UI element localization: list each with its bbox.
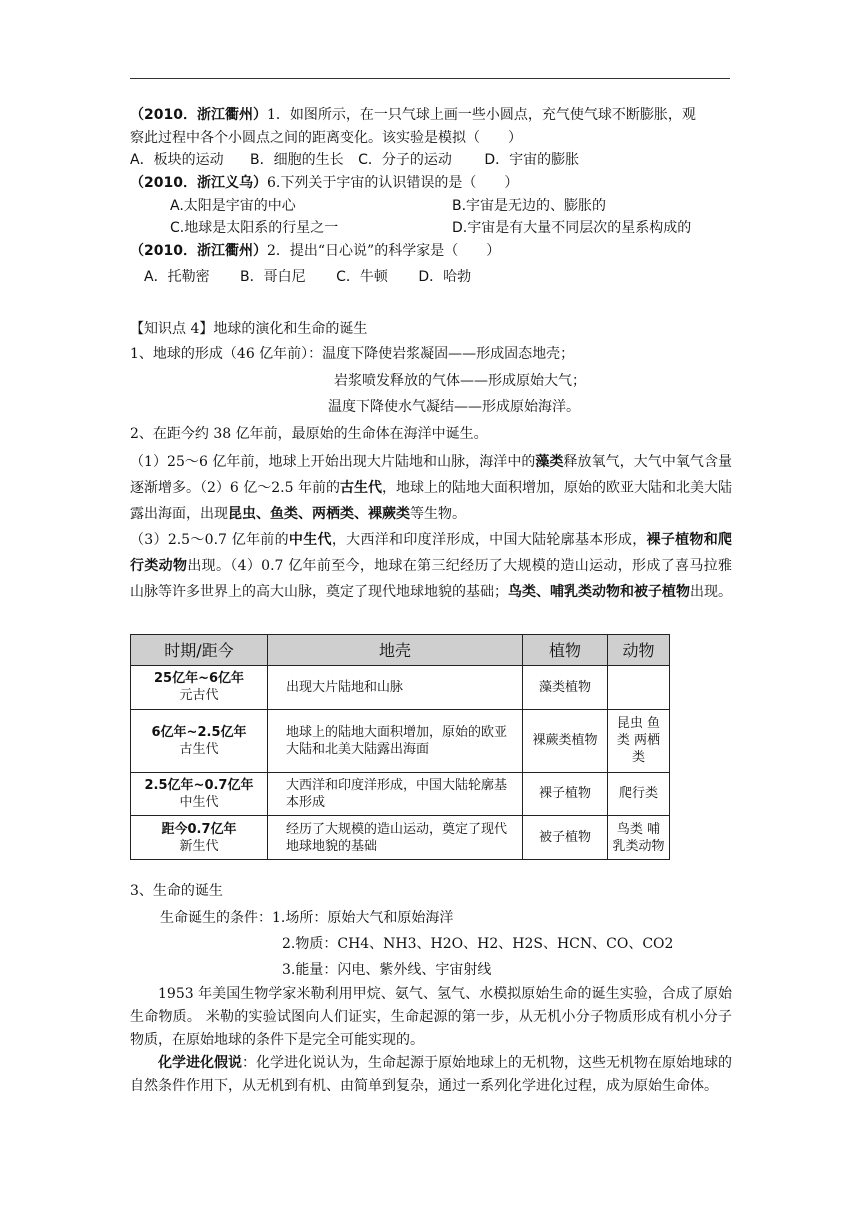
question-1-options <box>130 149 579 171</box>
life-condition-1: 生命诞生的条件：1.场所：原始大气和原始海洋 <box>160 910 454 926</box>
bold-term: 中生代 <box>288 532 332 548</box>
bold-term: 裸子植物和爬行类动物 <box>130 532 733 574</box>
plants-cell: 裸子植物 <box>523 772 608 816</box>
question-2 <box>130 240 500 262</box>
hypothesis-text: ：化学进化说认为，生命起源于原始地球上的无机物，这些无机物在原始地球的自然条件作用下，从无机到有机、由简单到复杂，通过一系列化学进化过程，成为原始生命体。 <box>130 1055 732 1094</box>
bold-term: 昆虫、鱼类、两栖类、裸蕨类 <box>228 506 410 522</box>
table-row <box>131 666 670 710</box>
question-source: （2010．浙江衢州） <box>130 107 267 123</box>
period-cell <box>131 816 268 860</box>
life-condition-2: 2.物质：CH4、NH3、H2O、H2、H2S、HCN、CO、CO2 <box>282 936 674 952</box>
era-name: 新生代 <box>179 838 219 854</box>
crust-cell: 大西洋和印度洋形成，中国大陆轮廓基本形成 <box>268 772 523 816</box>
plants-cell: 被子植物 <box>523 816 608 860</box>
text-run: 等生物。 <box>410 506 466 522</box>
header-animals: 动物 <box>608 635 670 666</box>
question-source: （2010．浙江衢州） <box>130 243 267 259</box>
period-range: 2.5亿年~0.7亿年 <box>144 777 254 793</box>
header-plants: 植物 <box>523 635 608 666</box>
plants-cell: 裸蕨类植物 <box>523 709 608 772</box>
option-a: A．托勒密 <box>144 269 210 285</box>
bold-term: 鸟类、哺乳类动物和被子植物 <box>508 584 690 600</box>
earth-formation-line3: 温度下降使水气凝结——形成原始海洋。 <box>328 399 580 415</box>
option-a: A.太阳是宇宙的中心 <box>170 198 296 214</box>
hypothesis-label: 化学进化假说 <box>158 1055 242 1071</box>
animals-cell: 鸟类 哺乳类动物 <box>608 816 670 860</box>
animals-cell <box>608 666 670 710</box>
life-heading: 3、生命的诞生 <box>130 883 223 899</box>
animals-cell: 爬行类 <box>608 772 670 816</box>
crust-cell: 出现大片陆地和山脉 <box>268 666 523 710</box>
question-1 <box>130 104 732 126</box>
period-range: 6亿年~2.5亿年 <box>151 724 247 740</box>
question-stem: 2．提出“日心说”的科学家是（ ） <box>266 243 501 259</box>
question-source: （2010．浙江义乌） <box>130 175 267 191</box>
text-run: 出现。（4）0.7 亿年前至今，地球在第三纪经历了大规模的造山运动，形成了喜马拉雅山脉等许多世界上的高大山脉，奠定了现代地球地貌的基础； <box>130 558 733 600</box>
period-range: 距今0.7亿年 <box>161 821 237 837</box>
option-b: B.宇宙是无边的、膨胀的 <box>452 198 607 214</box>
earth-evolution-table <box>130 634 670 860</box>
period-cell <box>131 772 268 816</box>
era-name: 元古代 <box>179 688 219 704</box>
header-crust: 地壳 <box>268 635 523 666</box>
question-stem-line2: 察此过程中各个小圆点之间的距离变化。该实验是模拟（ ） <box>130 130 522 146</box>
question-stem: 6.下列关于宇宙的认识错误的是（ ） <box>266 175 519 191</box>
evolution-paragraph-1 <box>130 449 732 527</box>
text-run: ，大西洋和印度洋形成，中国大陆轮廓基本形成， <box>331 532 647 548</box>
option-c: C.地球是太阳系的行星之一 <box>170 220 339 236</box>
section-heading: 【知识点 4】地球的演化和生命的诞生 <box>130 321 368 337</box>
text-run: （3）2.5～0.7 亿年前的 <box>130 532 289 548</box>
option-d: D．宇宙的膨胀 <box>484 152 580 168</box>
evolution-paragraph-2 <box>130 527 732 605</box>
header-period: 时期/距今 <box>131 635 268 666</box>
option-c: C．分子的运动 <box>358 152 452 168</box>
earth-formation-line2: 岩浆喷发释放的气体——形成原始大气； <box>334 373 586 389</box>
option-b: B．细胞的生长 <box>250 152 344 168</box>
period-cell <box>131 666 268 710</box>
text-run: ，地球上的陆地大面积增加，原始的欧亚大陆和北美大陆露出海面，出现 <box>130 480 733 522</box>
header-rule <box>130 78 730 79</box>
chemical-evolution-paragraph <box>130 1052 732 1098</box>
option-b: B．哥白尼 <box>240 269 306 285</box>
option-c: C．牛顿 <box>336 269 388 285</box>
text-run: 释放氧气，大气中氧气含量逐渐增多。（2）6 亿～2.5 年前的 <box>130 454 733 496</box>
table-row <box>131 816 670 860</box>
option-a: A．板块的运动 <box>130 152 224 168</box>
animals-cell: 昆虫 鱼类 两栖类 <box>608 709 670 772</box>
text-run: （1）25～6 亿年前，地球上开始出现大片陆地和山脉，海洋中的 <box>130 454 536 470</box>
life-origin-line: 2、在距今约 38 亿年前，最原始的生命体在海洋中诞生。 <box>130 426 488 442</box>
crust-cell: 经历了大规模的造山运动，奠定了现代地球地貌的基础 <box>268 816 523 860</box>
question-stem-line1: 1．如图所示，在一只气球上画一些小圆点，充气使气球不断膨胀，观 <box>266 107 696 123</box>
table-row <box>131 772 670 816</box>
bold-term: 藻类 <box>535 454 564 470</box>
text-run: 出现。 <box>690 584 732 600</box>
table-row <box>131 709 670 772</box>
period-range: 25亿年~6亿年 <box>153 671 245 687</box>
crust-cell: 地球上的陆地大面积增加，原始的欧亚大陆和北美大陆露出海面 <box>268 709 523 772</box>
miller-paragraph: 1953 年美国生物学家米勒利用甲烷、氨气、氢气、水模拟原始生命的诞生实验，合成了原始生命物质。 米勒的实验试图向人们证实，生命起源的第一步，从无机小分子物质形成有机小分子物质，在原始地球的条件下是完全可能实现的。 <box>130 986 732 1048</box>
era-name: 中生代 <box>179 794 219 810</box>
era-name: 古生代 <box>179 741 219 757</box>
bold-term: 古生代 <box>339 480 382 496</box>
option-d: D.宇宙是有大量不同层次的星系构成的 <box>452 220 692 236</box>
table-header-row <box>131 635 670 666</box>
life-condition-3: 3.能量：闪电、紫外线、宇宙射线 <box>282 962 492 978</box>
plants-cell: 藻类植物 <box>523 666 608 710</box>
period-cell <box>131 709 268 772</box>
option-d: D．哈勃 <box>418 269 472 285</box>
earth-formation-line1: 1、地球的形成（46 亿年前）：温度下降使岩浆凝固——形成固态地壳； <box>130 346 575 362</box>
question-2-options <box>144 266 471 288</box>
question-6 <box>130 172 518 194</box>
